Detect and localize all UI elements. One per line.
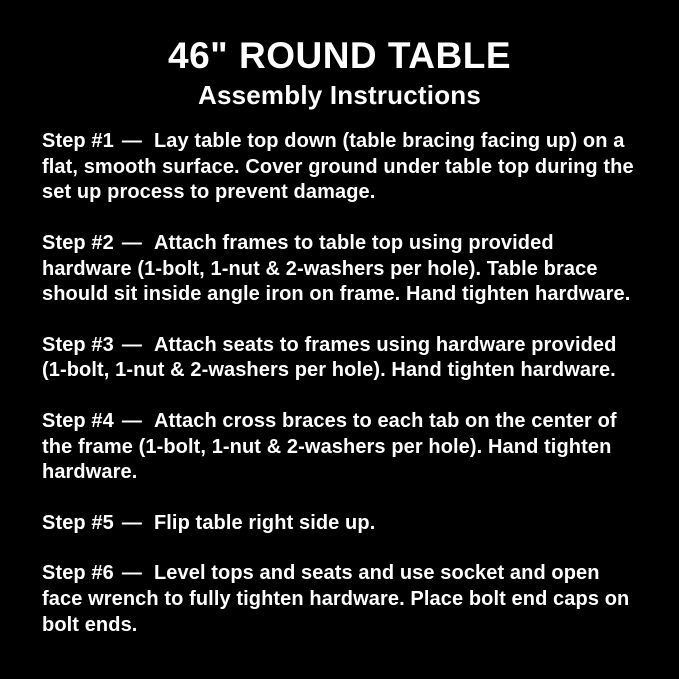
step-2-text: Attach frames to table top using provided hardware (1-bolt, 1-nut & 2-washers per hole). Table brace should sit inside angle iron on frame. Hand tighten hardware. <box>42 232 631 306</box>
step-1-paragraph <box>42 129 637 206</box>
step-4-label: Step #4 <box>42 410 114 433</box>
step-4-separator: — <box>121 410 142 433</box>
step-6-label: Step #6 <box>42 562 114 585</box>
step-3-text: Attach seats to frames using hardware provided (1-bolt, 1-nut & 2-washers per hole). Hand tighten hardware. <box>42 333 617 382</box>
step-5-text: Flip table right side up. <box>153 511 376 534</box>
step-1-separator: — <box>121 130 142 153</box>
page-subtitle: Assembly Instructions <box>197 79 482 110</box>
step-2-paragraph <box>42 231 637 308</box>
step-4-paragraph <box>42 409 637 486</box>
step-3-label: Step #3 <box>42 333 114 356</box>
step-5-label: Step #5 <box>42 511 114 534</box>
step-6-separator: — <box>121 562 142 585</box>
step-3-separator: — <box>121 333 142 356</box>
step-2-separator: — <box>121 232 142 255</box>
step-1-text: Lay table top down (table bracing facing up) on a flat, smooth surface. Cover ground under table top during the set up process to prevent damage. <box>42 130 634 204</box>
page-title: 46" ROUND TABLE <box>168 35 511 76</box>
step-6-paragraph <box>42 561 637 638</box>
sheet-header <box>42 36 637 109</box>
step-1-label: Step #1 <box>42 130 114 153</box>
step-2-label: Step #2 <box>42 232 114 255</box>
step-5-paragraph <box>42 511 637 537</box>
step-4-text: Attach cross braces to each tab on the center of the frame (1-bolt, 1-nut & 2-washers per hole). Hand tighten hardware. <box>42 410 617 484</box>
steps-list <box>42 129 637 638</box>
step-6-text: Level tops and seats and use socket and open face wrench to fully tighten hardware. Place bolt end caps on bolt ends. <box>42 562 630 636</box>
step-5-separator: — <box>121 511 142 534</box>
step-3-paragraph <box>42 333 637 384</box>
